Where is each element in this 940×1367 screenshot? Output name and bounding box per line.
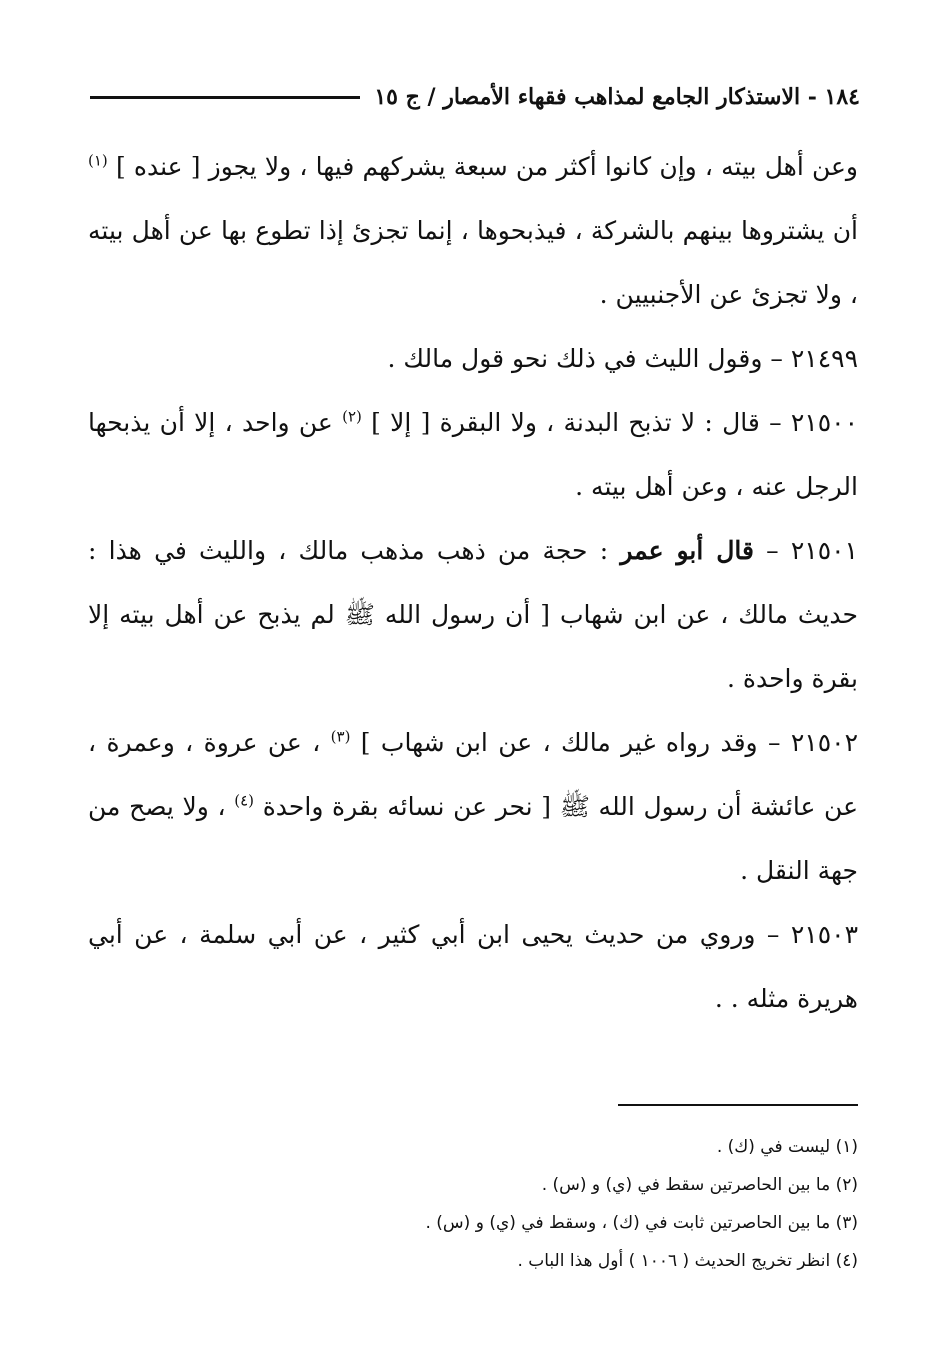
paragraph-text: ٢١٥٠١ – xyxy=(753,536,858,565)
footnote-separator xyxy=(618,1104,858,1106)
footnote-reference: (٤) xyxy=(234,791,255,810)
paragraph-text: ٢١٥٠٣ – وروي من حديث يحيى ابن أبي كثير ، عن أبي سلمة ، عن أبي هريرة مثله . . xyxy=(88,920,858,1013)
footnote-item: (١) ليست في (ك) . xyxy=(716,1137,858,1157)
paragraph xyxy=(88,903,858,1031)
paragraph xyxy=(88,135,858,327)
paragraph-text: ٢١٥٠٠ – قال : لا تذبح البدنة ، ولا البقرة [ إلا ] xyxy=(361,408,858,437)
running-header-title: ١٨٤ - الاستذكار الجامع لمذاهب فقهاء الأمصار / ج ١٥ xyxy=(374,84,860,110)
footnote-reference: (٣) xyxy=(330,727,351,746)
speaker-name: قال أبو عمر xyxy=(620,536,754,565)
paragraph-text: ٢١٤٩٩ – وقول الليث في ذلك نحو قول مالك . xyxy=(387,344,858,373)
footnote-item: (٤) انظر تخريج الحديث ( ١٠٠٦ ) أول هذا الباب . xyxy=(517,1251,858,1271)
paragraph-text: ٢١٥٠٢ – وقد رواه غير مالك ، عن ابن شهاب ] xyxy=(350,728,858,757)
footnote-item: (٣) ما بين الحاصرتين ثابت في (ك) ، وسقط في (ي) و (س) . xyxy=(425,1213,858,1233)
footnote-reference: (١) xyxy=(88,151,108,170)
paragraph xyxy=(88,327,858,391)
paragraph-text: وعن أهل بيته ، وإن كانوا أكثر من سبعة يشركهم فيها ، ولا يجوز [ عنده ] xyxy=(107,152,858,181)
main-text xyxy=(88,135,858,1031)
page-header xyxy=(90,80,860,114)
paragraph xyxy=(88,711,858,903)
paragraph xyxy=(88,391,858,519)
paragraph-text: ، عن عروة ، وعمرة ، عن عائشة أن رسول الله ﷺ [ نحر عن نسائه بقرة واحدة xyxy=(88,728,858,821)
footnote-item: (٢) ما بين الحاصرتين سقط في (ي) و (س) . xyxy=(541,1175,858,1195)
header-rule xyxy=(90,96,360,99)
paragraph-text: عن واحد ، إلا أن يذبحها الرجل عنه ، وعن أهل بيته . xyxy=(88,408,858,501)
paragraph-text: أن يشتروها بينهم بالشركة ، فيذبحوها ، إنما تجزئ إذا تطوع بها عن أهل بيته ، ولا تجزئ عن الأجنبيين . xyxy=(88,216,858,309)
paragraph-text: ، ولا يصح من جهة النقل . xyxy=(88,792,858,885)
footnotes xyxy=(88,1128,858,1280)
footnote-reference: (٢) xyxy=(342,407,362,426)
paragraph xyxy=(88,519,858,711)
paragraph-text: : حجة من ذهب مذهب مالك ، والليث في هذا : حديث مالك ، عن ابن شهاب [ أن رسول الله ﷺ لم يذبح عن أهل بيته إلا بقرة واحدة . xyxy=(88,536,858,693)
